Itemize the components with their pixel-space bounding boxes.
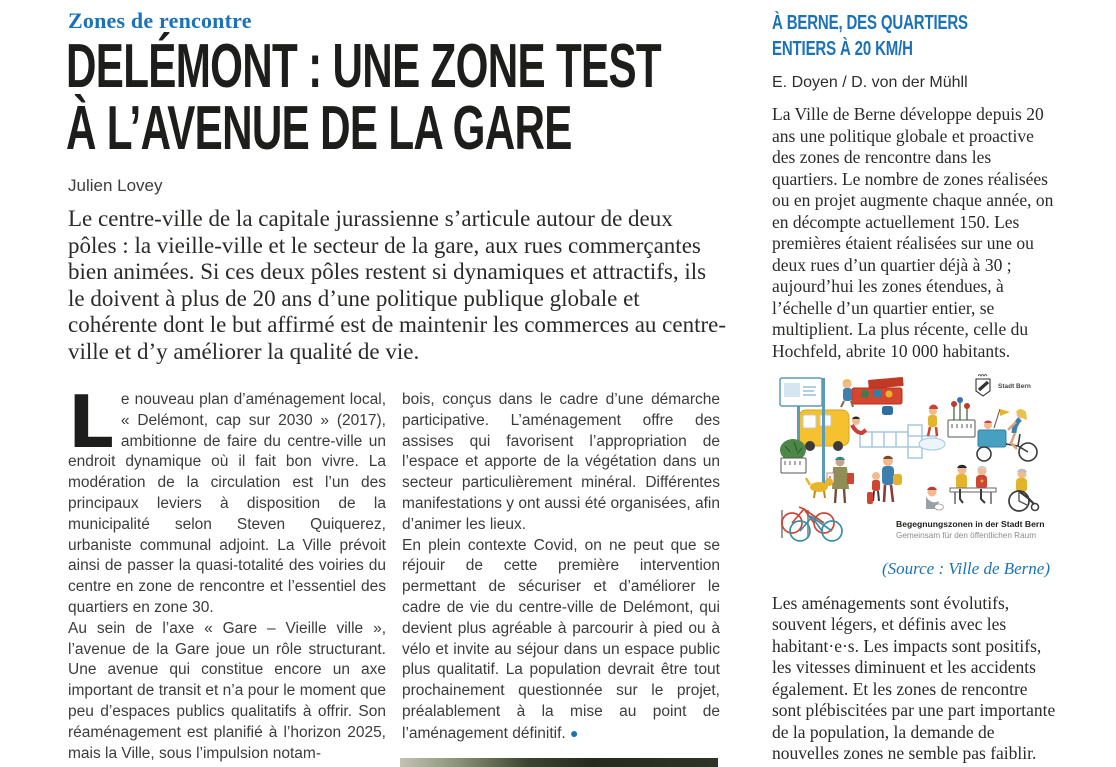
adult-child-icon [867, 456, 902, 504]
article-body-columns [68, 390, 720, 767]
headline-line-1: DELÉMONT : UNE ZONE TEST [66, 32, 661, 101]
sidebar-article [772, 10, 1056, 765]
paragraph [68, 619, 386, 765]
sidebar-paragraph-2: Les aménagements sont évolutifs, souvent légers, et définis avec les habitant·e·s. Les impacts sont positifs, les vitesses diminuent et les accidents également. Et les zones de rencontre sont plébiscitées par une part importante de la population, la demande de nouvelles zones ne semble pas faiblir. [772, 592, 1056, 764]
body-column-2 [402, 390, 720, 767]
headline-line-2: À L’AVENUE DE LA GARE [66, 94, 572, 163]
stadt-bern-logo [976, 375, 1031, 397]
bern-illustration [772, 370, 1056, 554]
sitting-child-cat-icon [926, 487, 944, 510]
next-photo-top-edge [400, 758, 718, 767]
body-column-1 [68, 390, 386, 767]
section-kicker: Zones de rencontre [68, 8, 252, 33]
article-author: Julien Lovey [68, 176, 163, 195]
illustration-caption-subtitle: Gemeinsam für den öffentlichen Raum [896, 531, 1037, 541]
paragraph-text: bois, conçus dans le cadre d’une démarche participative. L’aménagement offre des assises qui favorisent l’appropriation de l’espace et apporte de la végétation dans un secteur particulièrement minéral. Différentes manifestations y ont aussi été organisées, afin d’animer les lieux. [402, 391, 720, 533]
article-lead: Le centre-ville de la capitale jurassienne s’articule autour de deux pôles : la vieille-ville et le secteur de la gare, aux rues commerçantes bien animées. Si ces deux pôles restent si dynamiques et attractifs, ils le doivent à plus de 20 ans d’une politique publique globale et cohérente dont le but affirmé est de maintenir les commerces au centre-ville et d’y améliorer la qualité de vie. [68, 206, 726, 364]
bern-illustration-graphic [772, 370, 1056, 554]
illustration-source: (Source : Ville de Berne) [881, 559, 1050, 579]
sidebar-authors: E. Doyen / D. von der Mühll [772, 74, 968, 91]
end-of-article-bullet: ● [570, 724, 579, 741]
paragraph [402, 536, 720, 745]
paragraph [68, 390, 386, 619]
sandbox-icon [841, 377, 904, 415]
paragraph-text: En plein contexte Covid, on ne peut que se réjouir de cette première intervention permettant de sécuriser et d’améliorer le cadre de vie du centre-ville de Delémont, qui devient plus agréable à parcourir à pied ou à vélo et invite au séjour dans un espace public plus qualitatif. La population devrait être tout prochainement questionnée sur le projet, préalablement à la mise au point de l’aménagement définitif. [402, 536, 720, 742]
paragraph-text: e nouveau plan d’aménagement local, « Delémont, cap sur 2030 » (2017), ambitionne de faire du centre-ville un endroit dynamique où il fait bon vivre. La modération de la circulation est l’un des principaux leviers à disposition de la municipalité selon Steven Quiquerez, urbaniste communal adjoint. La Ville prévoit ainsi de passer la quasi-totalité des voiries du centre en zone de rencontre et l’essentiel des quartiers en zone 30. [68, 391, 386, 616]
drop-cap: L [68, 390, 112, 464]
hopscotch-icon [852, 405, 945, 459]
paragraph [402, 390, 720, 536]
bench-icon [950, 465, 996, 504]
sidebar-paragraph-1: La Ville de Berne développe depuis 20 ans une politique globale et proactive des zones de rencontre dans les quartiers. Le nombre de zones réalisées ou en projet augmente chaque année, on en décompte actuellement 150. Les premières étaient réalisées sur une ou deux rues d’un quartier déjà à 30 ; aujourd’hui les zones étendues, à l’échelle d’un quartier entier, se multiplient. La plus récente, celle du Hochfeld, abrite 10 000 habitants. [772, 104, 1054, 361]
sidebar-title-line-1: À BERNE, DES QUARTIERS [772, 12, 968, 34]
sidebar-title-line-2: ENTIERS À 20 KM/H [772, 38, 913, 60]
flower-planter-icon [948, 397, 975, 437]
dog-icon [806, 478, 833, 498]
bicycles-icon [782, 507, 842, 541]
paragraph-text: Au sein de l’axe « Gare – Vieille ville », l’avenue de la Gare joue un rôle structurant. Une avenue qui constitue encore un axe important de transit et n’a pour le moment que peu d’espaces publics qualitatifs à offrir. Son réaménagement est planifié à l’horizon 2025, mais la Ville, sous l’impulsion notam- [68, 619, 386, 762]
sidebar-title [772, 10, 1056, 62]
planter-icon [780, 439, 806, 473]
cargo-bike-icon [977, 409, 1037, 461]
stadt-bern-logo-text: Stadt Bern [998, 383, 1031, 391]
illustration-caption-title: Begegnungszonen in der Stadt Bern [896, 519, 1045, 530]
wheelchair-icon [1009, 469, 1039, 511]
